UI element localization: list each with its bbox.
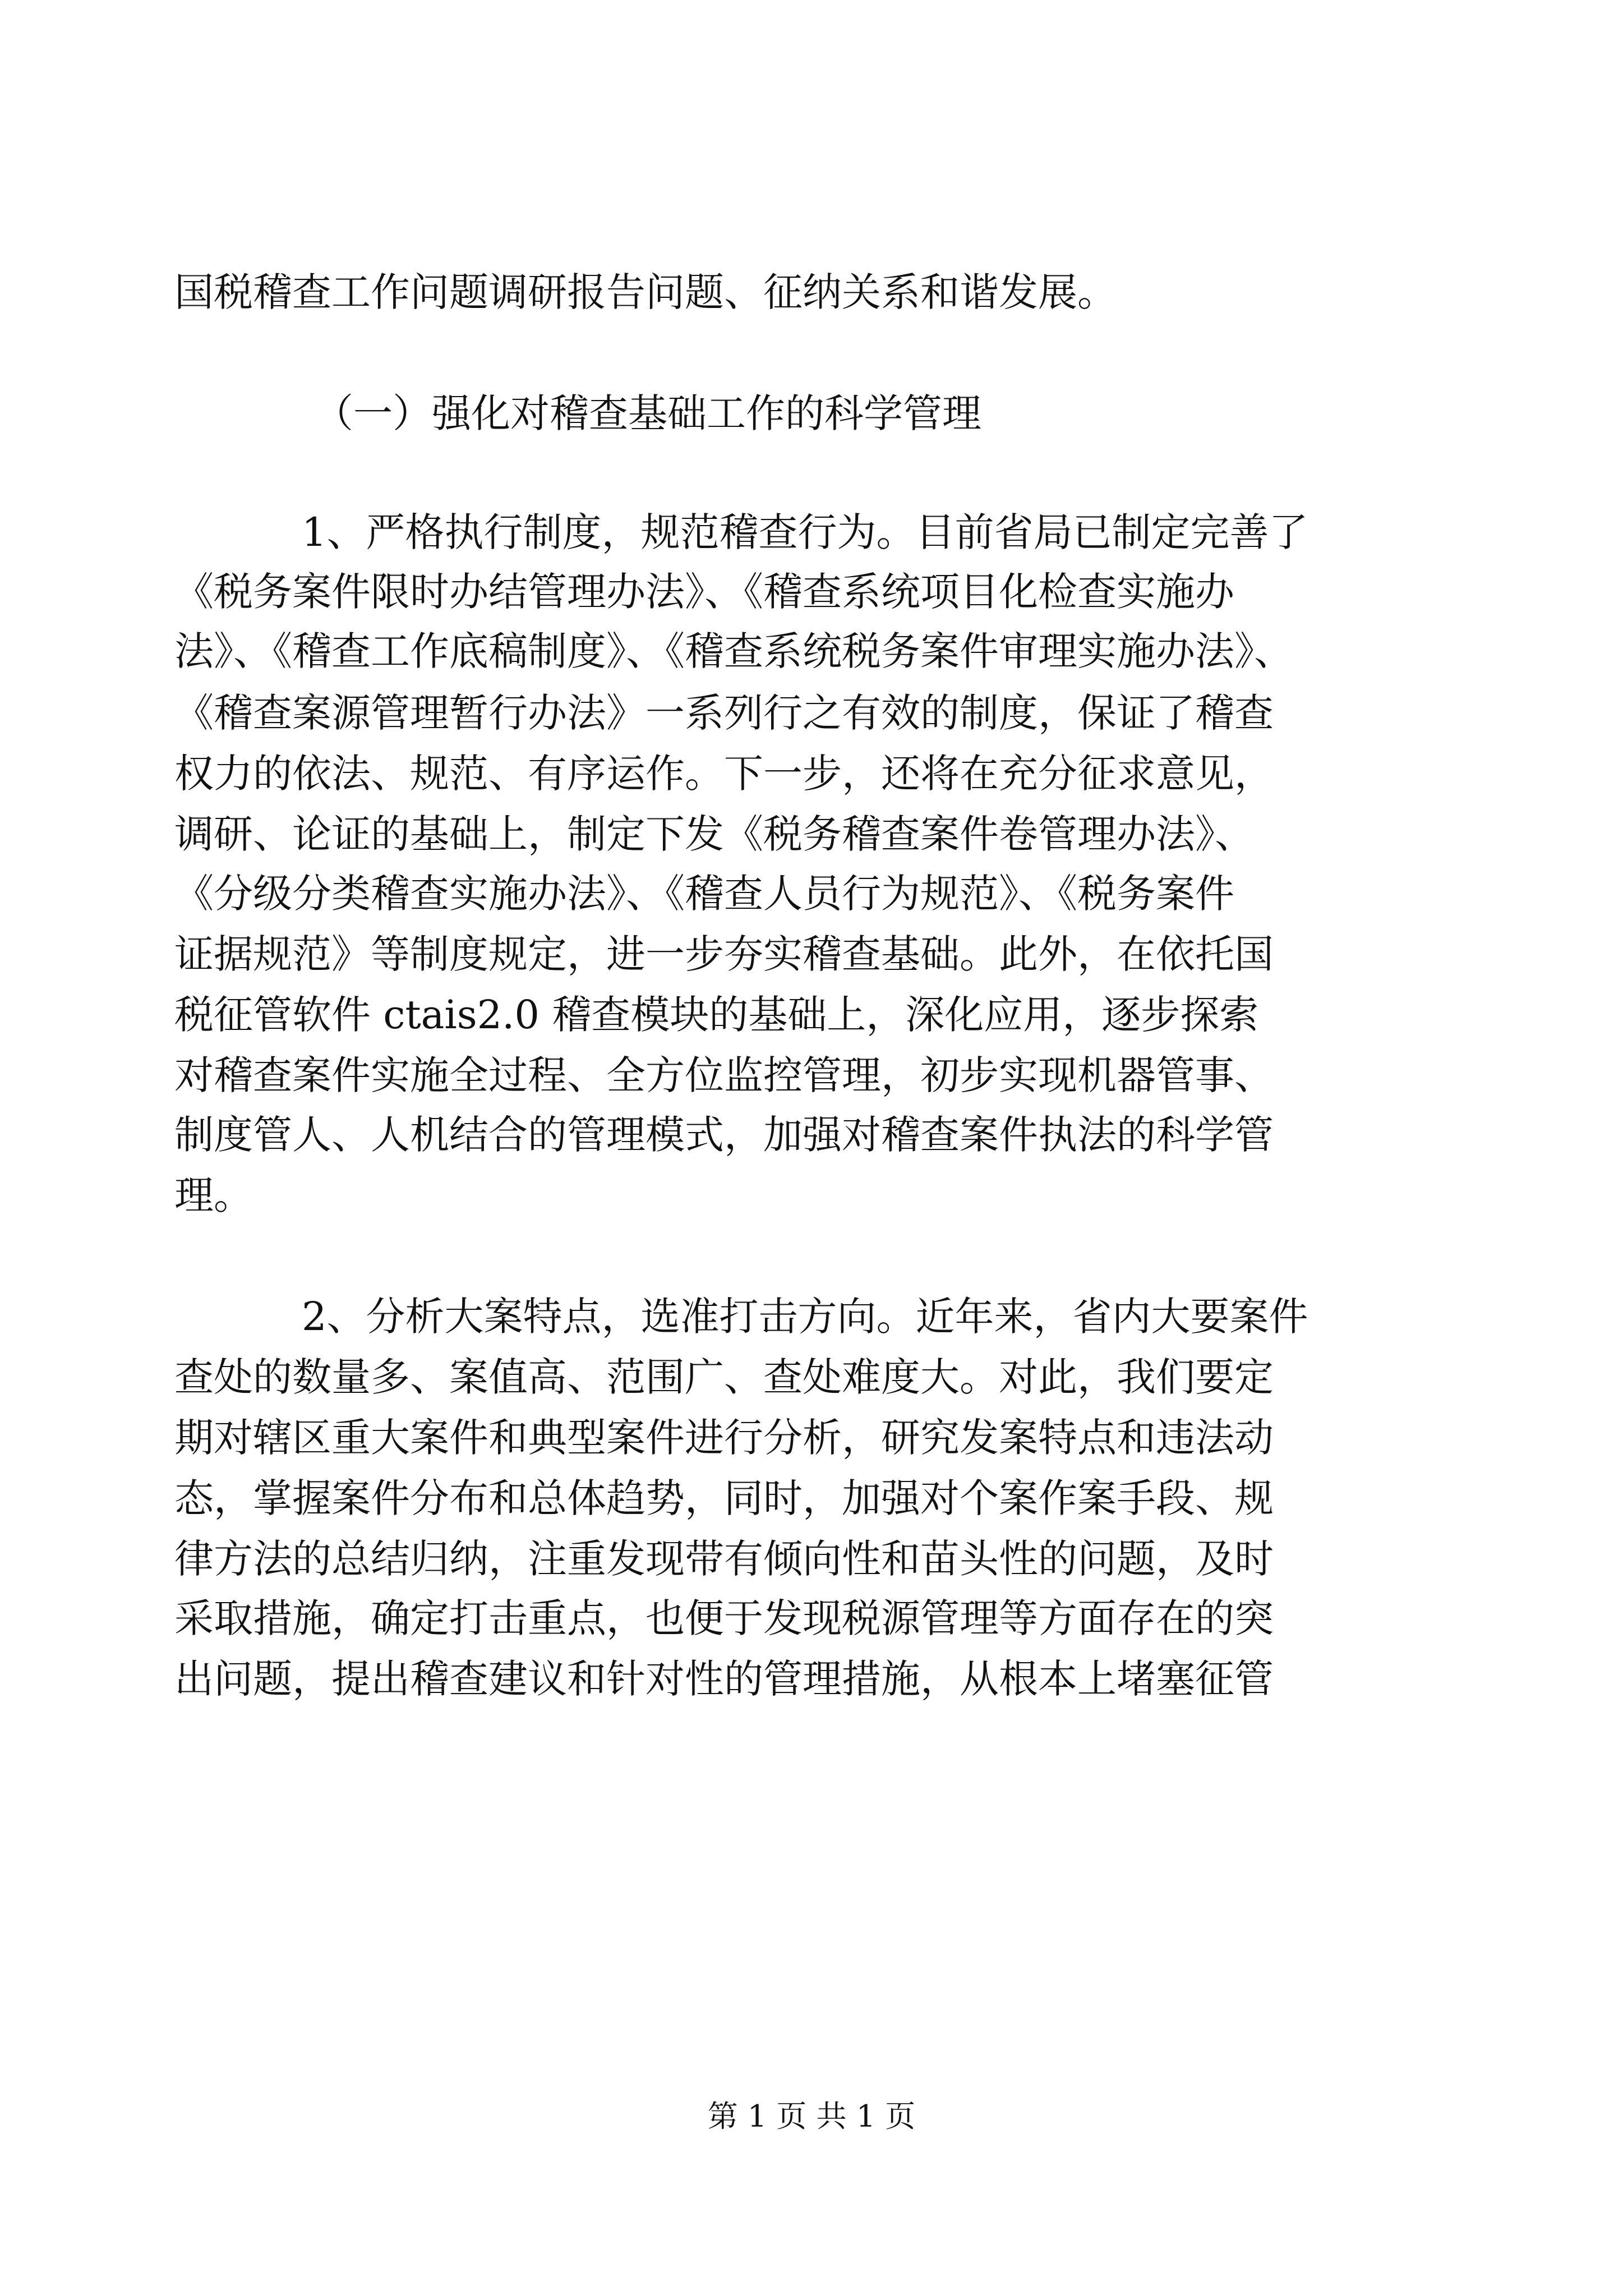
text-line: 采取措施，确定打击重点，也便于发现税源管理等方面存在的突 (174, 1595, 1274, 1641)
text-line: 税征管软件 ctais2.0 稽查模块的基础上，深化应用，逐步探索 (174, 992, 1259, 1038)
text-line: 《稽查案源管理暂行办法》一系列行之有效的制度，保证了稽查 (174, 690, 1274, 736)
text-line: 理。 (174, 1172, 253, 1218)
text-line: 出问题，提出稽查建议和针对性的管理措施，从根本上堵塞征管 (174, 1656, 1274, 1702)
text-line: 《分级分类稽查实施办法》、《稽查人员行为规范》、《税务案件 (174, 871, 1234, 917)
text-line: 对稽查案件实施全过程、全方位监控管理，初步实现机器管事、 (174, 1052, 1274, 1098)
text-line: 查处的数量多、案值高、范围广、查处难度大。对此，我们要定 (174, 1354, 1274, 1400)
text-line: 态，掌握案件分布和总体趋势，同时，加强对个案作案手段、规 (174, 1475, 1274, 1521)
text-line: 《税务案件限时办结管理办法》、《稽查系统项目化检查实施办 (174, 569, 1234, 615)
page-number-footer: 第 1 页 共 1 页 (707, 2099, 916, 2134)
text-line: 国税稽查工作问题调研报告问题、征纳关系和谐发展。 (174, 269, 1117, 315)
text-line: 期对辖区重大案件和典型案件进行分析，研究发案特点和违法动 (174, 1415, 1274, 1461)
text-line: 调研、论证的基础上，制定下发《税务稽查案件卷管理办法》、 (174, 811, 1254, 857)
text-line: 律方法的总结归纳，注重发现带有倾向性和苗头性的问题，及时 (174, 1536, 1274, 1582)
text-line: 法》、《稽查工作底稿制度》、《稽查系统税务案件审理实施办法》、 (174, 628, 1293, 674)
text-line: 1、严格执行制度，规范稽查行为。目前省局已制定完善了 (302, 509, 1308, 555)
text-line: 制度管人、人机结合的管理模式，加强对稽查案件执法的科学管 (174, 1112, 1274, 1158)
text-line: 权力的依法、规范、有序运作。下一步，还将在充分征求意见， (174, 751, 1274, 797)
text-line: 证据规范》等制度规定，进一步夯实稽查基础。此外，在依托国 (174, 931, 1274, 977)
text-line: 2、分析大案特点，选准打击方向。近年来，省内大要案件 (302, 1294, 1308, 1340)
section-heading: （一）强化对稽查基础工作的科学管理 (314, 390, 981, 436)
